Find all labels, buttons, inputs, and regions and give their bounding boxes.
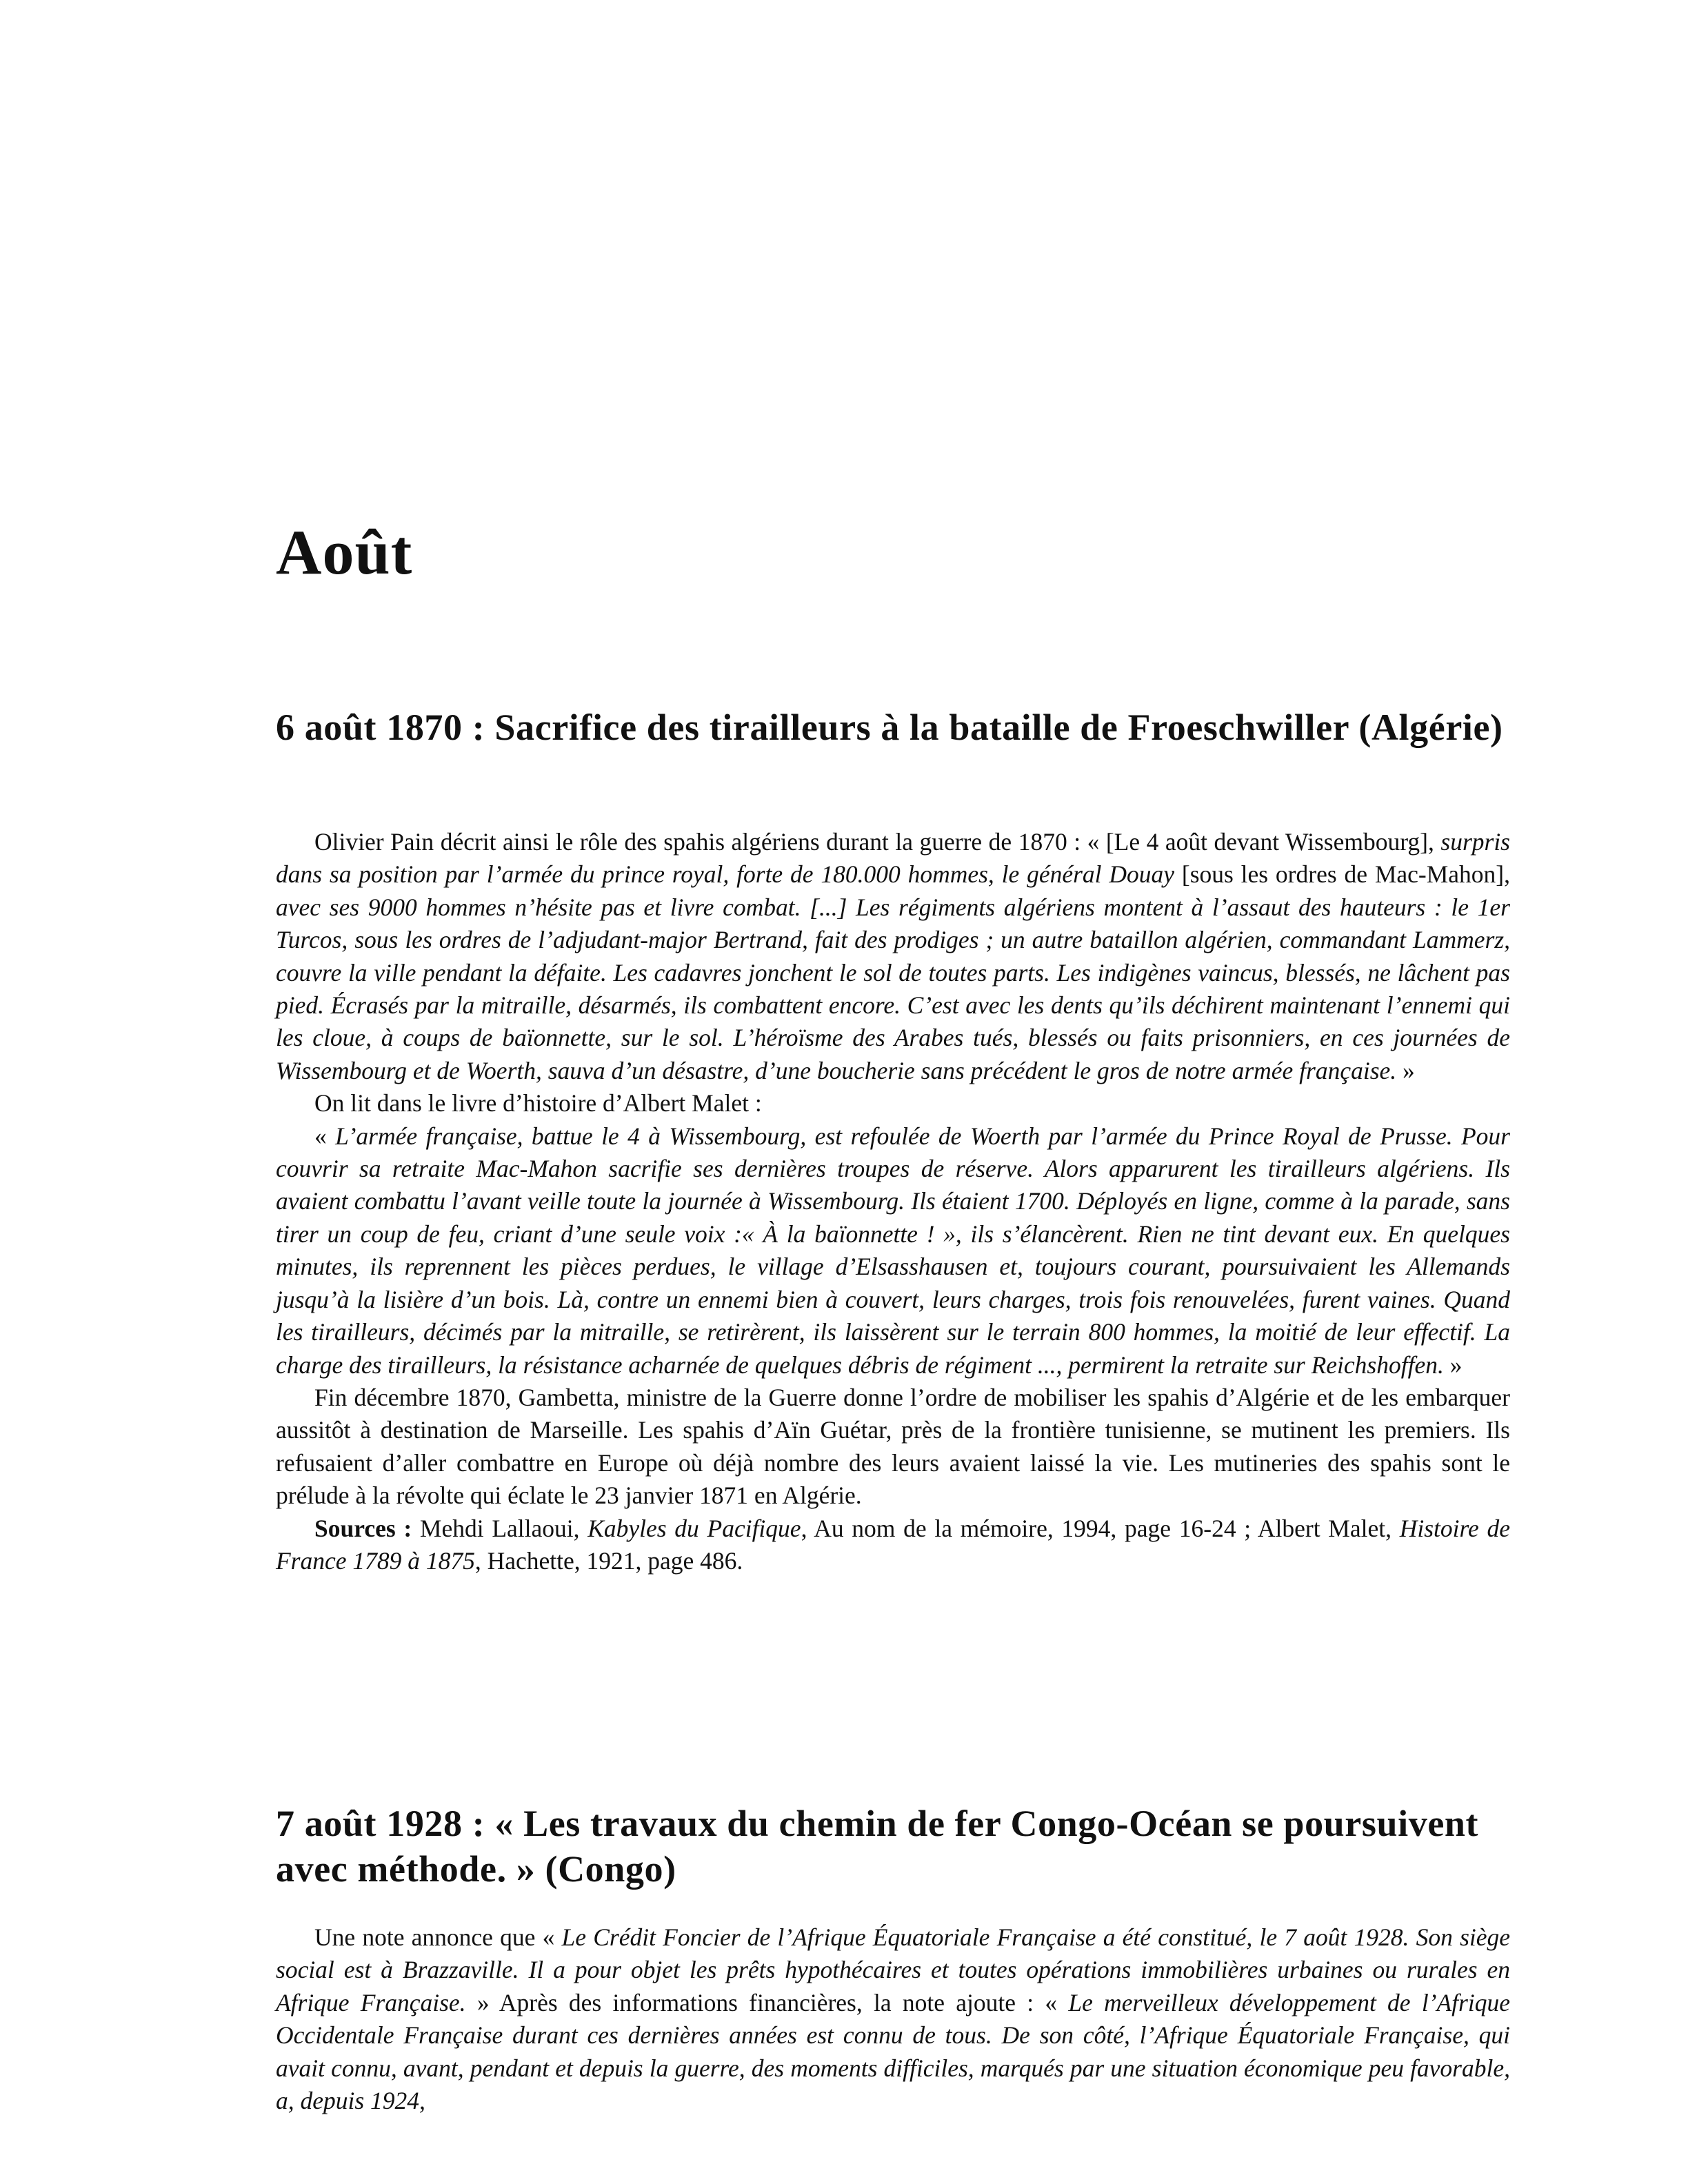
section-heading-1928: 7 août 1928 : « Les travaux du chemin de fer Congo-Océan se poursuivent avec méthode. » (Congo): [276, 1803, 1479, 1890]
section-body-1870: [276, 826, 1510, 1577]
italic-quote: L’armée française, battue le 4 à Wissembourg, est refoulée de Woerth par l’armée du Prince Royal de Prusse. Pour couvrir sa retraite Mac-Mahon sacrifie ses dernières troupes de réserve. Alors apparurent les tirailleurs algériens. Ils avaient combattu l’avant veille toute la journée à Wissembourg. Ils étaient 1700. Déployés en ligne, comme à la parade, sans tirer un coup de feu, criant d’une seule voix :« À la baïonnette ! », ils s’élancèrent. Rien ne tint devant eux. En quelques minutes, ils reprennent les pièces perdues, le village d’Elsasshausen et, toujours courant, poursuivaient les Allemands jusqu’à la lisière d’un bois. Là, contre un ennemi bien à couvert, leurs charges, trois fois renouvelées, furent vaines. Quand les tirailleurs, décimés par la mitraille, se retirèrent, ils laissèrent sur le terrain 800 hommes, la moitié de leur effectif. La charge des tirailleurs, la résistance acharnée de quelques débris de régiment ..., permirent la retraite sur Reichshoffen.: [276, 1122, 1510, 1379]
section-heading-1870: 6 août 1870 : Sacrifice des tirailleurs à la bataille de Froeschwiller (Algérie): [276, 707, 1503, 748]
italic-quote: Le merveilleux développement de l’Afrique Occidentale Française durant ces dernières années est connu de tous. De son côté, l’Afrique Équatoriale Française, qui avait connu, avant, pendant et depuis la guerre, des moments difficiles, marqués par une situation économique peu favorable, a, depuis 1924,: [276, 1988, 1510, 2115]
sources-label: Sources :: [314, 1514, 412, 1542]
italic-quote: avec ses 9000 hommes n’hésite pas et livre combat. [...] Les régiments algériens montent à l’assaut des hauteurs : le 1er Turcos, sous les ordres de l’adjudant-major Bertrand, fait des prodiges ; un autre bataillon algérien, commandant Lammerz, couvre la ville pendant la défaite. Les cadavres jonchent le sol de toutes parts. Les indigènes vaincus, blessés, ne lâchent pas pied. Écrasés par la mitraille, désarmés, ils combattent encore. C’est avec les dents qu’ils déchirent maintenant l’ennemi qui les cloue, à coups de baïonnette, sur le sol. L’héroïsme des Arabes tués, blessés ou faits prisonniers, en ces journées de Wissembourg et de Woerth, sauva d’un désastre, d’une boucherie sans précédent le gros de notre armée française.: [276, 893, 1510, 1084]
text-run: «: [314, 1122, 336, 1150]
text-run: »: [1396, 1056, 1415, 1084]
text-run: » Après des informations financières, la note ajoute : «: [465, 1988, 1069, 2016]
book-title: Histoire de France 1789 à 1875: [276, 1514, 1510, 1575]
chapter-title: Août: [276, 517, 413, 587]
paragraph-malet-intro: On lit dans le livre d’histoire d’Albert Malet :: [314, 1089, 762, 1118]
text-run: Une note annonce que «: [314, 1923, 562, 1951]
book-title: Kabyles du Pacifique: [587, 1514, 801, 1542]
text-run: »: [1443, 1351, 1463, 1379]
paragraph-malet-quote: [276, 1120, 1510, 1382]
paragraph-credit-foncier: [276, 1921, 1510, 2117]
text-run: Mehdi Lallaoui,: [412, 1514, 588, 1542]
text-run: , Hachette, 1921, page 486.: [474, 1546, 743, 1575]
text-run: [sous les ordres de Mac-Mahon],: [1174, 860, 1510, 889]
italic-quote: Le Crédit Foncier de l’Afrique Équatoriale Française a été constitué, le 7 août 1928. Son siège social est à Brazzaville. Il a pour objet les prêts hypothécaires et toutes opérations immobilières urbaines ou rurales en Afrique Française.: [276, 1923, 1511, 2016]
paragraph-olivier-pain: [276, 826, 1510, 1087]
section-body-1928: [276, 1921, 1510, 2117]
paragraph-sources: [276, 1513, 1510, 1578]
text-run: Olivier Pain décrit ainsi le rôle des spahis algériens durant la guerre de 1870 : « [Le 4 août devant Wissembourg],: [314, 828, 1441, 856]
text-run: , Au nom de la mémoire, 1994, page 16-24 ; Albert Malet,: [801, 1514, 1400, 1542]
paragraph-gambetta: Fin décembre 1870, Gambetta, ministre de la Guerre donne l’ordre de mobiliser les spahis d’Algérie et de les embarquer aussitôt à destination de Marseille. Les spahis d’Aïn Guétar, près de la frontière tunisienne, se mutinent les premiers. Ils refusaient d’aller combattre en Europe où déjà nombre des leurs avaient laissé la vie. Les mutineries des spahis sont le prélude à la révolte qui éclate le 23 janvier 1871 en Algérie.: [276, 1383, 1510, 1510]
italic-quote: surpris dans sa position par l’armée du prince royal, forte de 180.000 hommes, le général Douay: [276, 828, 1510, 889]
